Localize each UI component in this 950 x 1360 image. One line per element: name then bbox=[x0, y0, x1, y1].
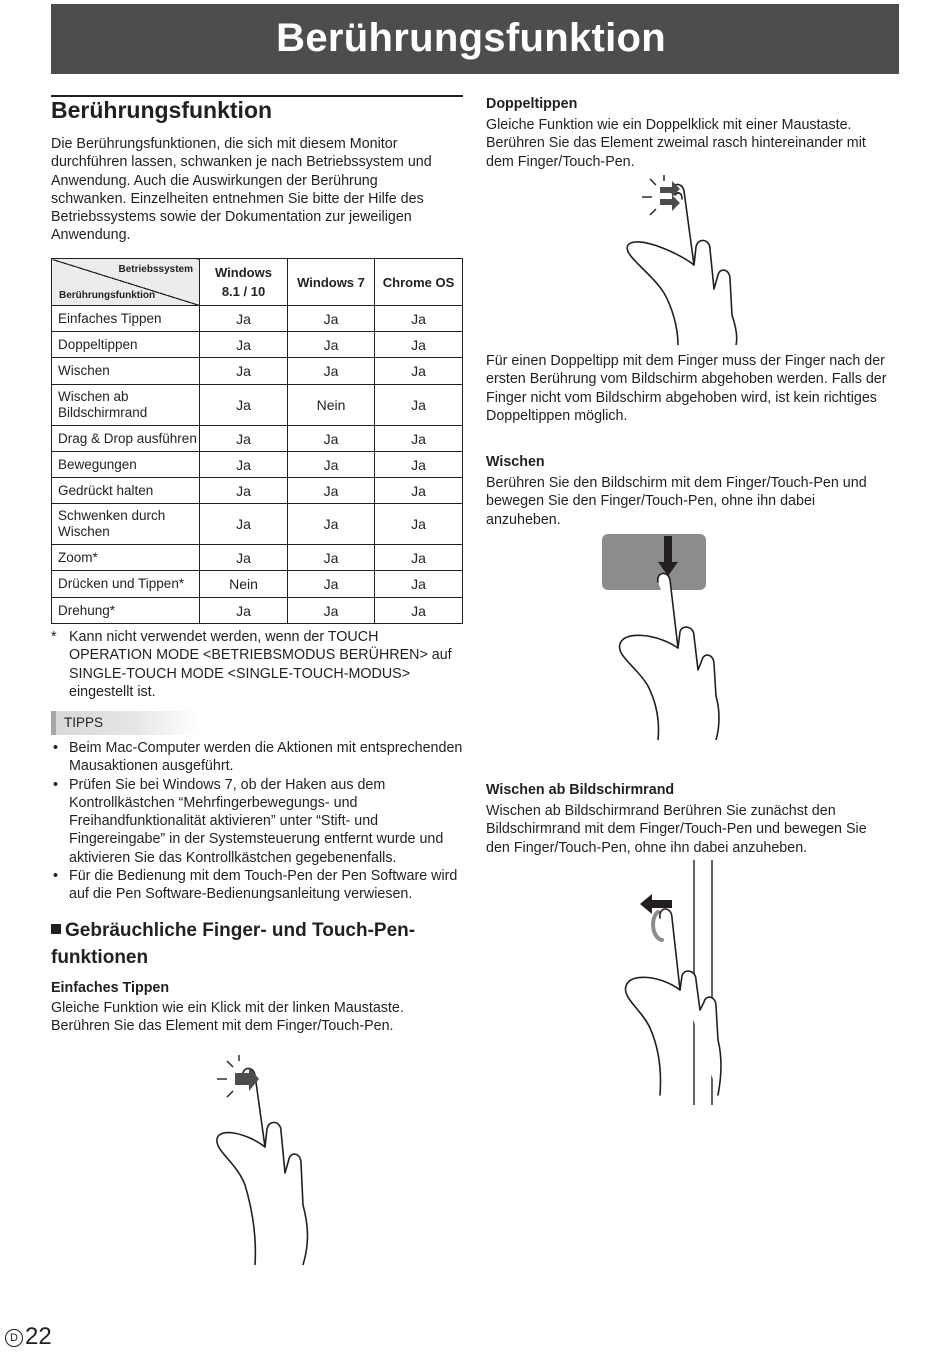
value-cell: Ja bbox=[375, 504, 463, 545]
tap-arrow-icon bbox=[235, 1067, 259, 1091]
value-cell: Nein bbox=[288, 385, 375, 426]
value-cell: Ja bbox=[375, 452, 463, 478]
function-cell: Drehung* bbox=[52, 598, 200, 624]
value-cell: Ja bbox=[200, 332, 288, 358]
value-cell: Ja bbox=[375, 545, 463, 571]
thumb-outline bbox=[217, 1133, 265, 1265]
value-cell: Ja bbox=[375, 306, 463, 332]
page-number-value: 22 bbox=[25, 1323, 52, 1350]
banner-title: Berührungsfunktion bbox=[276, 16, 666, 60]
value-cell: Ja bbox=[288, 545, 375, 571]
table-row bbox=[52, 571, 463, 598]
function-cell: Einfaches Tippen bbox=[52, 306, 200, 332]
page-number bbox=[5, 1323, 52, 1351]
value-cell: Ja bbox=[288, 571, 375, 598]
list-item: • Für die Bedienung mit dem Touch-Pen der Pen Software wird auf die Pen Software-Bedienungsanleitung verwiesen. bbox=[51, 867, 463, 904]
tap-title: Einfaches Tippen bbox=[51, 980, 170, 996]
square-bullet-icon bbox=[51, 924, 61, 934]
edge-swipe-title: Wischen ab Bildschirmrand bbox=[486, 782, 675, 798]
table-row bbox=[52, 545, 463, 571]
value-cell: Ja bbox=[375, 598, 463, 624]
tips-list bbox=[51, 739, 463, 904]
value-cell: Ja bbox=[200, 385, 288, 426]
footnote-mark: * bbox=[51, 629, 57, 645]
footnote-text: Kann nicht verwendet werden, wenn der TOUCH OPERATION MODE <BETRIEBSMODUS BERÜHREN> auf SINGLE-TOUCH MODE <SINGLE-TOUCH-MODUS> eingestellt ist. bbox=[69, 629, 452, 700]
table-row bbox=[52, 426, 463, 452]
table-row bbox=[52, 504, 463, 545]
list-item: • Prüfen Sie bei Windows 7, ob der Haken aus dem Kontrollkästchen “Mehrfingerbewegungs- und Freihandfunktionalität aktivieren” unter “Stift- und Fingereingabe” in der Systemsteuerung entfernt wurde und aktivieren Sie das Kontrollkästchen gegebenenfalls. bbox=[51, 776, 463, 867]
value-cell: Ja bbox=[288, 452, 375, 478]
fingernail bbox=[675, 193, 682, 199]
table-row bbox=[52, 385, 463, 426]
table-row bbox=[52, 478, 463, 504]
swipe-text: Berühren Sie den Bildschirm mit dem Finger/Touch-Pen und bewegen Sie den Finger/Touch-Pen, ohne ihn dabei anzuheben. bbox=[486, 475, 867, 528]
value-cell: Ja bbox=[200, 545, 288, 571]
value-cell: Ja bbox=[200, 504, 288, 545]
section-heading: Berührungsfunktion bbox=[51, 97, 273, 123]
function-cell: Drücken und Tippen* bbox=[52, 571, 200, 598]
column-header: Windows 7 bbox=[288, 259, 375, 306]
double-tap-title: Doppeltippen bbox=[486, 96, 578, 112]
hand-outline bbox=[658, 573, 719, 740]
edge-swipe-text: Wischen ab Bildschirmrand Berühren Sie zunächst den Bildschirmrand mit dem Finger/Touch-Pen und bewegen Sie den Finger/Touch-Pen, ohne ihn dabei anzuheben. bbox=[486, 803, 867, 856]
value-cell: Ja bbox=[375, 478, 463, 504]
corner-label-function: Berührungsfunktion bbox=[59, 290, 156, 301]
language-circle-icon: D bbox=[5, 1329, 23, 1347]
tap-text: Gleiche Funktion wie ein Klick mit der linken Maustaste. Berühren Sie das Element mit dem Finger/Touch-Pen. bbox=[51, 1000, 404, 1035]
function-cell: Wischen ab Bildschirmrand bbox=[52, 385, 200, 426]
value-cell: Nein bbox=[200, 571, 288, 598]
table-row bbox=[52, 598, 463, 624]
table-row bbox=[52, 332, 463, 358]
column-header: Windows 8.1 / 10 bbox=[200, 259, 288, 306]
function-cell: Schwenken durch Wischen bbox=[52, 504, 200, 545]
edge-swipe-hand-illustration bbox=[618, 860, 738, 1110]
double-tap-text: Gleiche Funktion wie ein Doppelklick mit einer Maustaste. Berühren Sie das Element zweimal rasch hintereinander mit dem Finger/Touch-Pen. bbox=[486, 117, 866, 170]
table-row bbox=[52, 452, 463, 478]
function-cell: Bewegungen bbox=[52, 452, 200, 478]
table-row bbox=[52, 306, 463, 332]
thumb-outline bbox=[620, 635, 678, 740]
thumb-outline bbox=[625, 977, 680, 1095]
value-cell: Ja bbox=[288, 306, 375, 332]
double-tap-note: Für einen Doppeltipp mit dem Finger muss der Finger nach der ersten Berührung vom Bildschirm abgehoben werden. Falls der Finger nicht vom Bildschirm abgehoben wird, ist kein richtiges Doppeltippen möglich. bbox=[486, 353, 887, 424]
swipe-hand-illustration bbox=[598, 530, 738, 740]
gestures-heading bbox=[51, 917, 451, 971]
value-cell: Ja bbox=[375, 426, 463, 452]
value-cell: Ja bbox=[375, 332, 463, 358]
function-cell: Wischen bbox=[52, 358, 200, 385]
tips-label: TIPPS bbox=[64, 715, 104, 730]
double-tap-arrow-icon bbox=[660, 181, 680, 211]
value-cell: Ja bbox=[200, 478, 288, 504]
table-corner-cell bbox=[52, 259, 200, 306]
value-cell: Ja bbox=[200, 598, 288, 624]
value-cell: Ja bbox=[375, 571, 463, 598]
tap-hand-illustration bbox=[205, 1055, 345, 1265]
value-cell: Ja bbox=[288, 478, 375, 504]
page-banner bbox=[51, 4, 899, 74]
touch-function-table bbox=[51, 258, 463, 624]
table-row bbox=[52, 358, 463, 385]
corner-label-os: Betriebssystem bbox=[118, 264, 193, 275]
thumb-outline bbox=[627, 242, 694, 345]
screen-panel bbox=[602, 534, 706, 590]
function-cell: Doppeltippen bbox=[52, 332, 200, 358]
value-cell: Ja bbox=[288, 598, 375, 624]
value-cell: Ja bbox=[200, 426, 288, 452]
column-header: Chrome OS bbox=[375, 259, 463, 306]
value-cell: Ja bbox=[200, 452, 288, 478]
double-tap-spark-icon bbox=[642, 175, 664, 215]
value-cell: Ja bbox=[375, 385, 463, 426]
intro-paragraph: Die Berührungsfunktionen, die sich mit diesem Monitor durchführen lassen, schwanken je nach Betriebssystem und Anwendung. Auch die Auswirkungen der Berührung schwanken. Einzelheiten entnehmen Sie bitte der Hilfe des Betriebssystems sowie der Dokumentation zur jeweiligen Anwendung. bbox=[51, 136, 432, 244]
gestures-heading-text: Gebräuchliche Finger- und Touch-Pen-funktionen bbox=[51, 920, 416, 968]
value-cell: Ja bbox=[200, 306, 288, 332]
function-cell: Zoom* bbox=[52, 545, 200, 571]
tips-label-bar bbox=[51, 711, 201, 735]
value-cell: Ja bbox=[288, 358, 375, 385]
hand-outline bbox=[243, 1068, 308, 1265]
double-tap-hand-illustration bbox=[620, 175, 770, 345]
table-header-row bbox=[52, 259, 463, 306]
value-cell: Ja bbox=[288, 504, 375, 545]
value-cell: Ja bbox=[375, 358, 463, 385]
value-cell: Ja bbox=[288, 332, 375, 358]
hand-outline bbox=[672, 184, 737, 345]
value-cell: Ja bbox=[288, 426, 375, 452]
function-cell: Gedrückt halten bbox=[52, 478, 200, 504]
function-cell: Drag & Drop ausführen bbox=[52, 426, 200, 452]
swipe-title: Wischen bbox=[486, 454, 545, 470]
value-cell: Ja bbox=[200, 358, 288, 385]
list-item: • Beim Mac-Computer werden die Aktionen mit entsprechenden Mausaktionen ausgeführt. bbox=[51, 739, 463, 776]
